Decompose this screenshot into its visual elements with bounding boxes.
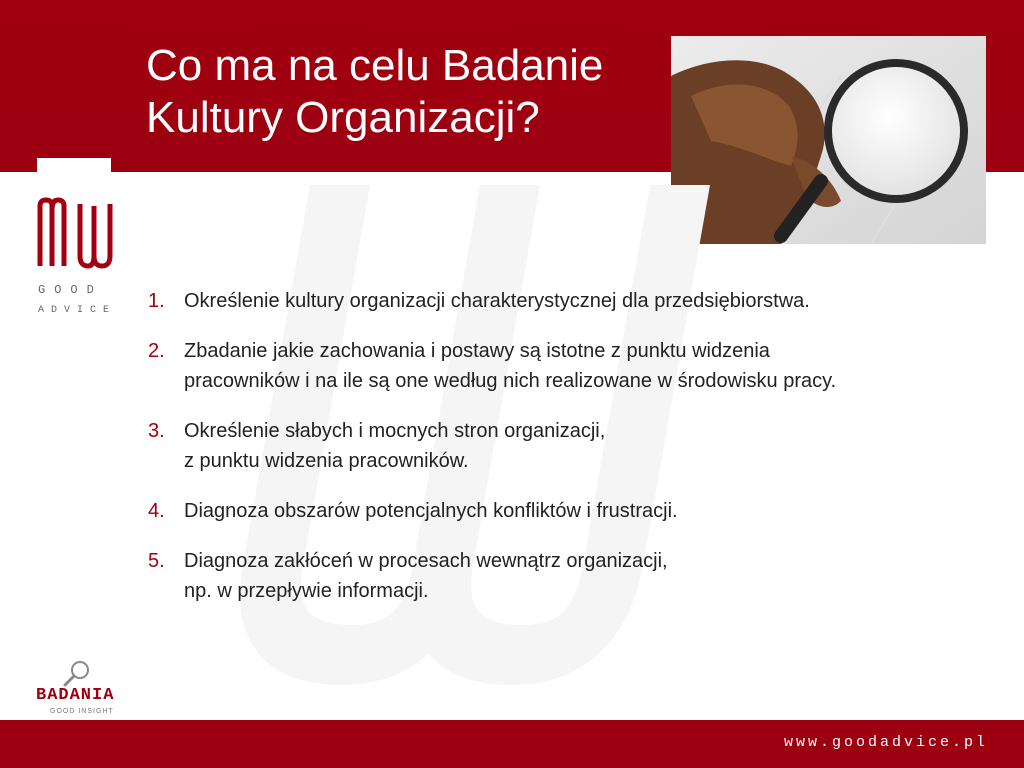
mw-logo-icon [36,196,116,276]
item-text: Określenie kultury organizacji charakterystycznej dla przedsiębiorstwa. [184,290,810,312]
item-number: 3. [148,420,165,442]
list-item [148,286,968,316]
logo-text-good: GOOD [38,283,103,297]
title-line-1: Co ma na celu Badanie [146,41,604,90]
item-number: 4. [148,500,165,522]
list-item [148,416,968,476]
item-text: Określenie słabych i mocnych stron organizacji, z punktu widzenia pracowników. [184,420,606,472]
list-item [148,336,968,396]
list-item [148,546,968,606]
badania-label: BADANIA [36,686,115,705]
item-number: 2. [148,340,165,362]
objectives-list [148,286,968,626]
title-line-2: Kultury Organizacji? [146,93,540,142]
item-text: Zbadanie jakie zachowania i postawy są istotne z punktu widzenia pracowników i na ile są one według nich realizowane w środowisku pracy. [184,340,837,392]
item-number: 5. [148,550,165,572]
slide-title [146,40,603,144]
item-number: 1. [148,290,165,312]
item-text: Diagnoza zakłóceń w procesach wewnątrz organizacji, np. w przepływie informacji. [184,550,668,602]
list-item [148,496,968,526]
logo-text-advice: ADVICE [38,305,117,316]
good-advice-logo [36,196,116,281]
badania-subtitle: GOOD INSIGHT [50,708,114,715]
website-link[interactable]: www.goodadvice.pl [783,734,988,751]
item-text: Diagnoza obszarów potencjalnych konfliktów i frustracji. [184,500,678,522]
